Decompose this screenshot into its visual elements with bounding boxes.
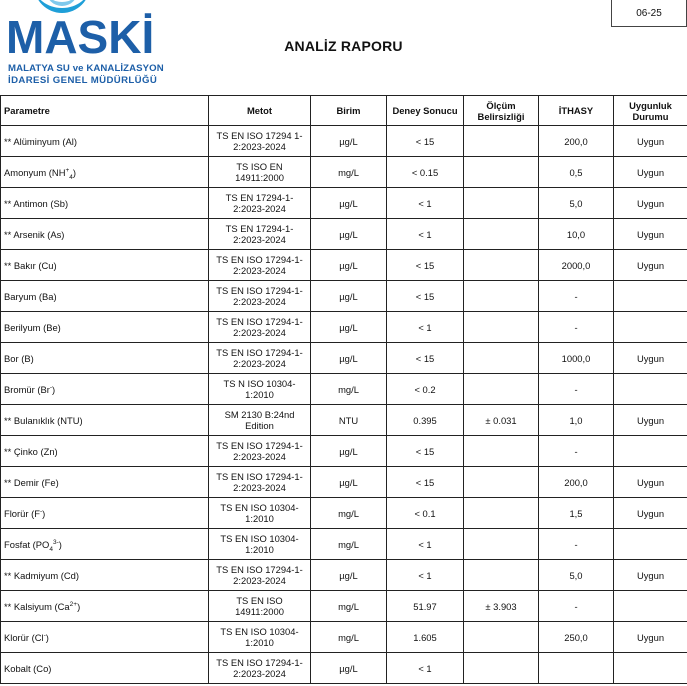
cell-ithasy: -	[539, 529, 614, 560]
cell-result: < 15	[387, 126, 464, 157]
analysis-results-table	[0, 95, 687, 684]
cell-ithasy: -	[539, 591, 614, 622]
cell-ithasy: 5,0	[539, 188, 614, 219]
cell-compliance	[614, 436, 687, 467]
cell-ithasy: -	[539, 281, 614, 312]
cell-result: 0.395	[387, 405, 464, 436]
cell-parameter	[1, 622, 209, 653]
cell-compliance: Uygun	[614, 622, 687, 653]
parameter-superscript: -	[49, 383, 53, 391]
cell-uncertainty	[464, 126, 539, 157]
parameter-name: Bromür (Br	[4, 383, 50, 395]
cell-uncertainty	[464, 374, 539, 405]
cell-unit: mg/L	[311, 157, 387, 188]
cell-result: < 15	[387, 281, 464, 312]
page-title: ANALİZ RAPORU	[284, 38, 403, 54]
parameter-subscript: 4	[69, 173, 73, 181]
parameter-name: Amonyum (NH	[4, 166, 66, 178]
cell-parameter	[1, 405, 209, 436]
cell-parameter	[1, 219, 209, 250]
cell-compliance: Uygun	[614, 343, 687, 374]
cell-compliance	[614, 374, 687, 405]
cell-uncertainty	[464, 529, 539, 560]
parameter-name: ** Bakır (Cu)	[4, 259, 57, 271]
cell-ithasy: 1,0	[539, 405, 614, 436]
parameter-name: ** Kadmiyum (Cd)	[4, 569, 80, 581]
cell-method: TS EN ISO 17294-1-2:2023-2024	[209, 653, 311, 684]
table-row	[1, 343, 687, 374]
cell-ithasy: 2000,0	[539, 250, 614, 281]
cell-uncertainty: ± 3.903	[464, 591, 539, 622]
parameter-suffix: )	[72, 166, 77, 178]
cell-parameter	[1, 591, 209, 622]
cell-result: < 1	[387, 560, 464, 591]
cell-result: < 1	[387, 312, 464, 343]
cell-method: TS EN 17294-1-2:2023-2024	[209, 188, 311, 219]
cell-compliance	[614, 312, 687, 343]
cell-method: TS EN ISO 17294 1-2:2023-2024	[209, 126, 311, 157]
cell-uncertainty	[464, 560, 539, 591]
cell-parameter	[1, 436, 209, 467]
cell-unit: µg/L	[311, 467, 387, 498]
cell-result: < 15	[387, 436, 464, 467]
cell-uncertainty	[464, 467, 539, 498]
cell-parameter	[1, 374, 209, 405]
cell-unit: µg/L	[311, 436, 387, 467]
cell-method: TS EN ISO 14911:2000	[209, 591, 311, 622]
col-header-unit: Birim	[311, 96, 387, 126]
cell-ithasy: -	[539, 436, 614, 467]
cell-parameter	[1, 281, 209, 312]
cell-result: < 1	[387, 219, 464, 250]
col-header-compliance: Uygunluk Durumu	[614, 96, 687, 126]
cell-compliance: Uygun	[614, 126, 687, 157]
table-row	[1, 436, 687, 467]
cell-parameter	[1, 467, 209, 498]
cell-unit: mg/L	[311, 622, 387, 653]
cell-ithasy: 0,5	[539, 157, 614, 188]
table-row	[1, 157, 687, 188]
cell-ithasy: -	[539, 374, 614, 405]
cell-unit: µg/L	[311, 219, 387, 250]
cell-compliance: Uygun	[614, 219, 687, 250]
document-code: 06-25	[611, 0, 687, 27]
cell-uncertainty	[464, 622, 539, 653]
cell-ithasy: 200,0	[539, 126, 614, 157]
cell-method: TS EN ISO 17294-1-2:2023-2024	[209, 560, 311, 591]
parameter-suffix: )	[42, 507, 46, 519]
table-row	[1, 312, 687, 343]
cell-compliance	[614, 653, 687, 684]
cell-ithasy: 250,0	[539, 622, 614, 653]
cell-result: < 0.1	[387, 498, 464, 529]
cell-parameter	[1, 560, 209, 591]
table-row	[1, 591, 687, 622]
cell-compliance: Uygun	[614, 157, 687, 188]
cell-result: < 15	[387, 467, 464, 498]
cell-parameter	[1, 529, 209, 560]
cell-unit: µg/L	[311, 312, 387, 343]
parameter-name: Florür (F	[4, 507, 40, 519]
cell-uncertainty	[464, 188, 539, 219]
cell-parameter	[1, 343, 209, 374]
table-row	[1, 653, 687, 684]
cell-ithasy: 1000,0	[539, 343, 614, 374]
cell-unit: mg/L	[311, 529, 387, 560]
cell-uncertainty	[464, 312, 539, 343]
cell-ithasy: 5,0	[539, 560, 614, 591]
cell-method: TS EN ISO 17294-1-2:2023-2024	[209, 250, 311, 281]
cell-compliance: Uygun	[614, 405, 687, 436]
table-row	[1, 188, 687, 219]
cell-uncertainty	[464, 436, 539, 467]
cell-unit: µg/L	[311, 653, 387, 684]
cell-unit: mg/L	[311, 374, 387, 405]
cell-result: 51.97	[387, 591, 464, 622]
cell-unit: µg/L	[311, 281, 387, 312]
parameter-name: ** Kalsiyum (Ca	[4, 600, 70, 612]
parameter-name: Berilyum (Be)	[4, 321, 61, 333]
cell-parameter	[1, 498, 209, 529]
cell-compliance: Uygun	[614, 560, 687, 591]
parameter-name: Fosfat (PO	[4, 538, 50, 550]
table-row	[1, 250, 687, 281]
cell-uncertainty	[464, 498, 539, 529]
cell-unit: µg/L	[311, 560, 387, 591]
cell-ithasy	[539, 653, 614, 684]
parameter-superscript: -	[39, 507, 43, 515]
parameter-suffix: )	[77, 600, 81, 612]
cell-uncertainty	[464, 281, 539, 312]
cell-ithasy: 1,5	[539, 498, 614, 529]
cell-uncertainty	[464, 219, 539, 250]
col-header-uncertainty: Ölçüm Belirsizliği	[464, 96, 539, 126]
cell-uncertainty	[464, 157, 539, 188]
cell-result: < 1	[387, 529, 464, 560]
cell-parameter	[1, 653, 209, 684]
cell-uncertainty	[464, 343, 539, 374]
cell-unit: mg/L	[311, 591, 387, 622]
cell-method: TS EN ISO 17294-1-2:2023-2024	[209, 343, 311, 374]
cell-method: TS EN ISO 17294-1-2:2023-2024	[209, 436, 311, 467]
cell-result: < 1	[387, 188, 464, 219]
cell-result: < 15	[387, 343, 464, 374]
cell-result: < 15	[387, 250, 464, 281]
parameter-name: Bor (B)	[4, 352, 34, 364]
cell-method: TS EN ISO 17294-1-2:2023-2024	[209, 281, 311, 312]
cell-parameter	[1, 250, 209, 281]
table-row	[1, 405, 687, 436]
parameter-superscript: +	[65, 166, 70, 174]
cell-unit: µg/L	[311, 343, 387, 374]
cell-method: SM 2130 B:24nd Edition	[209, 405, 311, 436]
cell-method: TS EN ISO 10304-1:2010	[209, 498, 311, 529]
parameter-name: ** Alüminyum (Al)	[4, 135, 77, 147]
parameter-name: Baryum (Ba)	[4, 290, 57, 302]
parameter-suffix: )	[52, 383, 56, 395]
cell-compliance: Uygun	[614, 250, 687, 281]
cell-result: < 1	[387, 653, 464, 684]
parameter-superscript: -	[43, 631, 46, 639]
parameter-superscript: 2+	[69, 600, 78, 608]
cell-uncertainty	[464, 653, 539, 684]
logo-wordmark: MASKİ	[6, 11, 155, 63]
table-row	[1, 374, 687, 405]
cell-method: TS N ISO 10304-1:2010	[209, 374, 311, 405]
cell-parameter	[1, 126, 209, 157]
parameter-subscript: 4	[49, 545, 53, 553]
cell-unit: µg/L	[311, 188, 387, 219]
cell-result: < 0.15	[387, 157, 464, 188]
cell-unit: mg/L	[311, 498, 387, 529]
cell-ithasy: 200,0	[539, 467, 614, 498]
table-row	[1, 622, 687, 653]
cell-result: 1.605	[387, 622, 464, 653]
cell-result: < 0.2	[387, 374, 464, 405]
cell-ithasy: -	[539, 312, 614, 343]
cell-unit: NTU	[311, 405, 387, 436]
cell-unit: µg/L	[311, 126, 387, 157]
table-row	[1, 281, 687, 312]
cell-parameter	[1, 312, 209, 343]
cell-method: TS EN ISO 10304-1:2010	[209, 529, 311, 560]
cell-method: TS EN ISO 10304-1:2010	[209, 622, 311, 653]
cell-compliance	[614, 529, 687, 560]
cell-compliance	[614, 281, 687, 312]
cell-parameter	[1, 188, 209, 219]
cell-method: TS EN ISO 17294-1-2:2023-2024	[209, 312, 311, 343]
cell-method: TS EN ISO 17294-1-2:2023-2024	[209, 467, 311, 498]
table-row	[1, 467, 687, 498]
table-row	[1, 529, 687, 560]
parameter-name: Kobalt (Co)	[4, 662, 52, 674]
col-header-ithasy: İTHASY	[539, 96, 614, 126]
table-row	[1, 498, 687, 529]
parameter-suffix: )	[58, 538, 62, 550]
parameter-superscript: 3-	[52, 538, 59, 546]
table-row	[1, 219, 687, 250]
parameter-name: ** Bulanıklık (NTU)	[4, 414, 83, 426]
parameter-name: ** Antimon (Sb)	[4, 197, 69, 209]
parameter-name: Klorür (Cl	[4, 631, 44, 643]
cell-unit: µg/L	[311, 250, 387, 281]
table-header-row	[1, 96, 687, 126]
parameter-suffix: )	[45, 631, 49, 643]
col-header-parameter: Parametre	[1, 96, 209, 126]
cell-method: TS EN 17294-1-2:2023-2024	[209, 219, 311, 250]
col-header-result: Deney Sonucu	[387, 96, 464, 126]
cell-uncertainty	[464, 250, 539, 281]
cell-compliance	[614, 591, 687, 622]
cell-compliance: Uygun	[614, 188, 687, 219]
table-row	[1, 560, 687, 591]
cell-ithasy: 10,0	[539, 219, 614, 250]
cell-parameter	[1, 157, 209, 188]
parameter-name: ** Çinko (Zn)	[4, 445, 58, 457]
cell-uncertainty: ± 0.031	[464, 405, 539, 436]
parameter-name: ** Demir (Fe)	[4, 476, 59, 488]
cell-compliance: Uygun	[614, 467, 687, 498]
table-row	[1, 126, 687, 157]
cell-compliance: Uygun	[614, 498, 687, 529]
col-header-method: Metot	[209, 96, 311, 126]
logo-subtitle-line1: MALATYA SU ve KANALİZASYON	[8, 63, 164, 74]
cell-method: TS ISO EN 14911:2000	[209, 157, 311, 188]
parameter-name: ** Arsenik (As)	[4, 228, 65, 240]
logo-subtitle-line2: İDARESİ GENEL MÜDÜRLÜĞÜ	[8, 75, 158, 86]
